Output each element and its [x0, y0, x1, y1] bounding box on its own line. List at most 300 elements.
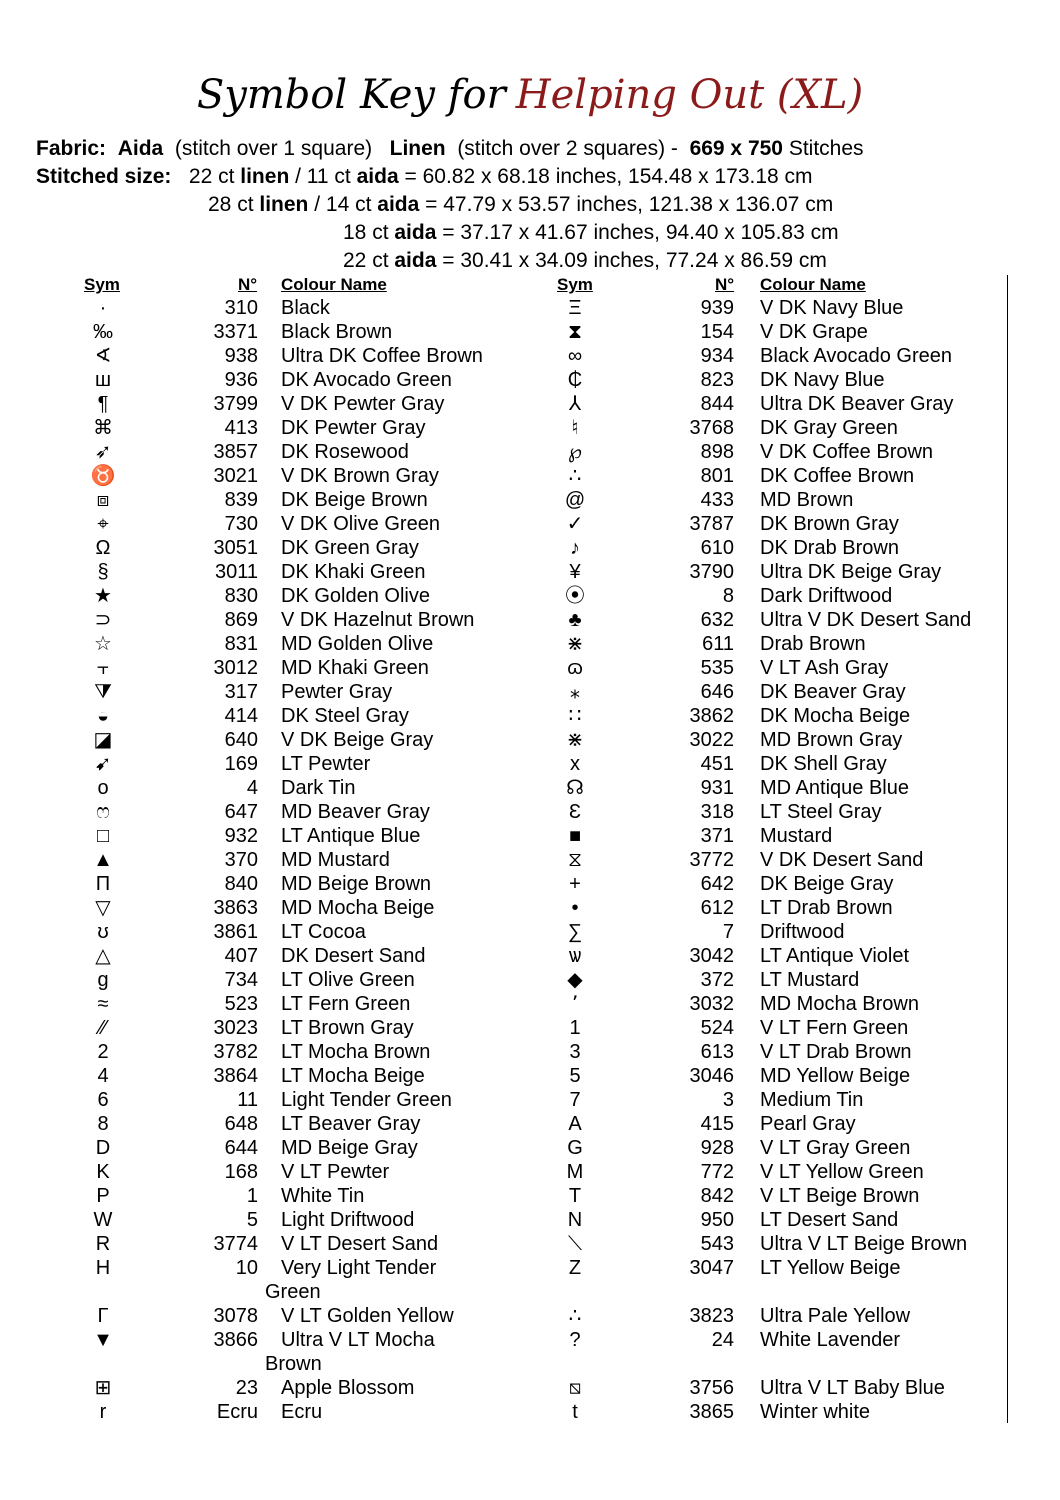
right-symbol: ♪ — [570, 537, 580, 559]
title-prefix: Symbol Key for — [196, 72, 506, 118]
left-dmc-number: 3782 — [213, 1041, 258, 1063]
left-symbol: ▲ — [93, 849, 113, 871]
table-row — [0, 1016, 1060, 1040]
right-symbol: ⁎ — [570, 681, 580, 703]
right-dmc-number: 7 — [722, 921, 734, 943]
right-dmc-number: 950 — [700, 1209, 734, 1231]
left-dmc-number: 869 — [224, 609, 258, 631]
left-dmc-number: 734 — [224, 969, 258, 991]
right-symbol: 5 — [569, 1065, 581, 1087]
left-dmc-number: 168 — [224, 1161, 258, 1183]
left-colour-name: Black — [281, 297, 330, 319]
right-colour-name: Ultra V DK Desert Sand — [760, 609, 972, 631]
left-dmc-number: 730 — [224, 513, 258, 535]
left-dmc-number: 3774 — [213, 1233, 258, 1255]
header-num-left: N° — [238, 275, 258, 294]
right-symbol: Z — [568, 1257, 582, 1279]
table-row — [0, 368, 1060, 392]
left-colour-name: MD Beige Brown — [281, 873, 432, 895]
left-symbol: g — [97, 969, 109, 991]
table-row — [0, 1040, 1060, 1064]
left-colour-name: V DK Brown Gray — [281, 465, 439, 487]
page-title — [0, 72, 1060, 118]
right-colour-name: Ultra V LT Beige Brown — [760, 1233, 968, 1255]
right-colour-name: MD Yellow Beige — [760, 1065, 911, 1087]
left-dmc-number: 3011 — [214, 561, 258, 583]
left-dmc-number: 10 — [235, 1257, 258, 1279]
left-dmc-number: 3863 — [213, 897, 258, 919]
right-colour-name: Drab Brown — [760, 633, 866, 655]
right-colour-name: DK Gray Green — [760, 417, 898, 439]
right-colour-name: DK Drab Brown — [760, 537, 899, 559]
right-symbol: ¥ — [569, 561, 581, 583]
left-symbol: P — [96, 1185, 110, 1207]
table-row — [0, 296, 1060, 320]
left-symbol: ш — [94, 369, 112, 391]
right-colour-name: LT Antique Violet — [760, 945, 910, 967]
left-colour-name: MD Beige Gray — [281, 1137, 418, 1159]
right-symbol: ⧖ — [567, 849, 583, 871]
table-row — [0, 896, 1060, 920]
right-colour-name: V LT Drab Brown — [760, 1041, 912, 1063]
left-symbol: ⌘ — [93, 417, 113, 439]
left-colour-name: MD Mustard — [281, 849, 390, 871]
right-dmc-number: 154 — [700, 321, 734, 343]
table-row — [0, 320, 1060, 344]
right-colour-name: White Lavender — [760, 1329, 901, 1351]
right-symbol: t — [572, 1401, 578, 1423]
left-symbol: ‰ — [93, 321, 113, 343]
right-colour-name: V DK Coffee Brown — [760, 441, 934, 463]
table-row — [0, 1304, 1060, 1328]
right-symbol: ∴ — [568, 465, 582, 487]
left-colour-name: V LT Pewter — [281, 1161, 390, 1183]
table-row — [0, 632, 1060, 656]
left-dmc-number: 936 — [224, 369, 258, 391]
left-colour-name: DK Khaki Green — [281, 561, 426, 583]
left-colour-name: LT Mocha Beige — [281, 1065, 425, 1087]
right-dmc-number: 632 — [700, 609, 734, 631]
left-dmc-number: 3857 — [213, 441, 258, 463]
right-colour-name: Ultra Pale Yellow — [760, 1305, 911, 1327]
right-symbol: 1 — [569, 1017, 581, 1039]
left-colour-name: LT Cocoa — [281, 921, 366, 943]
right-dmc-number: 3865 — [689, 1401, 734, 1423]
table-row — [0, 440, 1060, 464]
right-symbol: ⧗ — [567, 321, 583, 343]
header-num-right: N° — [715, 275, 735, 294]
left-symbol: ⊃ — [94, 609, 112, 631]
table-row — [0, 800, 1060, 824]
right-dmc-number: 318 — [700, 801, 734, 823]
right-colour-name: DK Brown Gray — [760, 513, 899, 535]
left-symbol: ➶ — [94, 441, 112, 463]
right-colour-name: DK Mocha Beige — [760, 705, 911, 727]
right-symbol: + — [569, 873, 581, 895]
stitched-size-line-3: 18 ct aida = 37.17 x 41.67 inches, 94.40 x 105.83 cm — [343, 221, 839, 244]
left-colour-name-cont: Brown — [265, 1353, 322, 1375]
right-symbol: ٬ — [571, 993, 579, 1015]
left-dmc-number: 840 — [224, 873, 258, 895]
left-dmc-number: 3012 — [213, 657, 258, 679]
right-dmc-number: 371 — [700, 825, 734, 847]
left-dmc-number: 3861 — [213, 921, 258, 943]
table-row — [0, 776, 1060, 800]
left-dmc-number: 407 — [224, 945, 258, 967]
right-dmc-number: 3862 — [689, 705, 734, 727]
table-row — [0, 536, 1060, 560]
left-colour-name: V DK Hazelnut Brown — [281, 609, 475, 631]
table-row — [0, 1208, 1060, 1232]
left-symbol: H — [95, 1257, 111, 1279]
right-dmc-number: 3032 — [689, 993, 734, 1015]
left-dmc-number: 5 — [246, 1209, 258, 1231]
left-colour-name: Dark Tin — [281, 777, 356, 799]
left-colour-name: Ecru — [281, 1401, 323, 1423]
table-row — [0, 608, 1060, 632]
right-colour-name: V LT Fern Green — [760, 1017, 909, 1039]
left-dmc-number: 169 — [224, 753, 258, 775]
right-symbol: ∴ — [568, 1305, 582, 1327]
right-colour-name: Ultra V LT Baby Blue — [760, 1377, 945, 1399]
left-dmc-number: 317 — [224, 681, 258, 703]
left-symbol: △ — [95, 945, 111, 967]
left-colour-name: DK Green Gray — [281, 537, 419, 559]
left-symbol: § — [97, 561, 109, 583]
right-symbol: ∷ — [568, 705, 582, 727]
left-dmc-number: 3866 — [213, 1329, 258, 1351]
right-symbol: ◆ — [567, 969, 583, 991]
left-symbol: W — [93, 1209, 113, 1231]
left-symbol: Π — [95, 873, 111, 895]
left-colour-name: LT Antique Blue — [281, 825, 421, 847]
right-dmc-number: 3772 — [689, 849, 734, 871]
left-colour-name: Ultra V LT Mocha — [281, 1329, 435, 1351]
left-colour-name: Apple Blossom — [281, 1377, 415, 1399]
left-dmc-number: 3371 — [213, 321, 258, 343]
left-symbol: ⊞ — [94, 1377, 112, 1399]
left-symbol: □ — [96, 825, 110, 847]
left-dmc-number: Ecru — [216, 1401, 258, 1423]
right-dmc-number: 801 — [700, 465, 734, 487]
right-symbol: ѡ — [568, 945, 582, 967]
left-colour-name: LT Mocha Brown — [281, 1041, 431, 1063]
left-dmc-number: 3864 — [213, 1065, 258, 1087]
right-symbol: ■ — [568, 825, 582, 847]
left-symbol: o — [97, 777, 109, 799]
left-symbol: · — [99, 297, 107, 319]
right-symbol: ☊ — [566, 777, 584, 799]
left-dmc-number: 938 — [224, 345, 258, 367]
right-colour-name: MD Mocha Brown — [760, 993, 919, 1015]
right-symbol: N — [567, 1209, 583, 1231]
table-row — [0, 1160, 1060, 1184]
left-colour-name: MD Mocha Beige — [281, 897, 435, 919]
left-symbol: ▽ — [95, 897, 111, 919]
left-dmc-number: 3023 — [213, 1017, 258, 1039]
table-row — [0, 1400, 1060, 1424]
left-colour-name: MD Golden Olive — [281, 633, 434, 655]
table-row — [0, 464, 1060, 488]
right-colour-name: MD Brown — [760, 489, 854, 511]
left-colour-name: MD Khaki Green — [281, 657, 429, 679]
left-colour-name: Pewter Gray — [281, 681, 393, 703]
left-colour-name: DK Avocado Green — [281, 369, 452, 391]
symbol-key-table — [0, 296, 1060, 1424]
left-dmc-number: 4 — [246, 777, 258, 799]
right-symbol: T — [568, 1185, 582, 1207]
right-symbol: ♣ — [568, 609, 582, 631]
left-colour-name: LT Beaver Gray — [281, 1113, 421, 1135]
table-row — [0, 1136, 1060, 1160]
right-symbol: A — [568, 1113, 582, 1135]
left-colour-name: DK Pewter Gray — [281, 417, 426, 439]
right-symbol: ⋇ — [566, 633, 584, 655]
left-symbol: 6 — [97, 1089, 109, 1111]
left-symbol: ◪ — [93, 729, 113, 751]
right-dmc-number: 646 — [700, 681, 734, 703]
right-symbol: ♮ — [571, 417, 579, 439]
right-colour-name: Winter white — [760, 1401, 871, 1423]
table-row — [0, 1232, 1060, 1256]
right-dmc-number: 3787 — [689, 513, 734, 535]
right-colour-name: DK Shell Gray — [760, 753, 887, 775]
right-colour-name: V LT Beige Brown — [760, 1185, 920, 1207]
left-dmc-number: 640 — [224, 729, 258, 751]
left-colour-name: LT Brown Gray — [281, 1017, 414, 1039]
left-dmc-number: 3051 — [213, 537, 258, 559]
table-row — [0, 944, 1060, 968]
right-symbol: x — [570, 753, 580, 775]
right-dmc-number: 372 — [700, 969, 734, 991]
table-row — [0, 560, 1060, 584]
right-dmc-number: 451 — [700, 753, 734, 775]
left-symbol: D — [95, 1137, 111, 1159]
left-dmc-number: 3021 — [213, 465, 258, 487]
left-dmc-number: 1 — [246, 1185, 258, 1207]
header-name-right: Colour Name — [760, 275, 866, 294]
right-dmc-number: 823 — [700, 369, 734, 391]
left-symbol: ≈ — [97, 993, 109, 1015]
left-dmc-number: 830 — [224, 585, 258, 607]
right-colour-name: Pearl Gray — [760, 1113, 856, 1135]
table-row — [0, 1376, 1060, 1400]
right-symbol: 3 — [569, 1041, 581, 1063]
right-dmc-number: 24 — [711, 1329, 734, 1351]
left-dmc-number: 831 — [224, 633, 258, 655]
right-symbol: ⧅ — [568, 1377, 582, 1399]
header-sym-left: Sym — [84, 275, 120, 294]
left-dmc-number: 644 — [224, 1137, 258, 1159]
right-dmc-number: 611 — [702, 633, 734, 655]
right-colour-name: V LT Gray Green — [760, 1137, 911, 1159]
left-colour-name: DK Rosewood — [281, 441, 409, 463]
left-symbol: ⁄⁄ — [99, 1017, 107, 1039]
right-symbol: ⅄ — [568, 393, 582, 415]
right-dmc-number: 433 — [700, 489, 734, 511]
right-colour-name: Mustard — [760, 825, 833, 847]
table-row — [0, 656, 1060, 680]
right-dmc-number: 612 — [700, 897, 734, 919]
left-dmc-number: 370 — [224, 849, 258, 871]
left-dmc-number: 3078 — [213, 1305, 258, 1327]
left-colour-name: DK Beige Brown — [281, 489, 428, 511]
table-row — [0, 584, 1060, 608]
left-dmc-number: 414 — [224, 705, 258, 727]
table-row — [0, 968, 1060, 992]
right-dmc-number: 415 — [700, 1113, 734, 1135]
left-colour-name: Black Brown — [281, 321, 393, 343]
right-symbol: Ξ — [568, 297, 582, 319]
left-colour-name: White Tin — [281, 1185, 365, 1207]
right-colour-name: MD Antique Blue — [760, 777, 909, 799]
left-colour-name: LT Pewter — [281, 753, 371, 775]
right-dmc-number: 543 — [700, 1233, 734, 1255]
right-dmc-number: 3022 — [689, 729, 734, 751]
table-row — [0, 1064, 1060, 1088]
right-dmc-number: 3823 — [689, 1305, 734, 1327]
right-colour-name: V DK Grape — [760, 321, 868, 343]
left-symbol: ʊ — [97, 921, 109, 943]
left-colour-name: DK Steel Gray — [281, 705, 409, 727]
right-symbol: M — [566, 1161, 584, 1183]
right-dmc-number: 842 — [700, 1185, 734, 1207]
table-row — [0, 752, 1060, 776]
left-symbol: 8 — [97, 1113, 109, 1135]
left-symbol: Γ — [97, 1305, 109, 1327]
left-symbol: R — [95, 1233, 111, 1255]
left-symbol: ¶ — [97, 393, 109, 415]
left-dmc-number: 310 — [224, 297, 258, 319]
right-symbol: ℘ — [568, 441, 582, 463]
left-symbol: ▼ — [93, 1329, 113, 1351]
left-symbol: K — [96, 1161, 110, 1183]
left-dmc-number: 11 — [237, 1089, 258, 1111]
right-dmc-number: 3756 — [689, 1377, 734, 1399]
right-colour-name: Black Avocado Green — [760, 345, 952, 367]
left-symbol: ⧈ — [96, 489, 110, 511]
right-colour-name: Dark Driftwood — [760, 585, 893, 607]
table-row — [0, 728, 1060, 752]
left-colour-name: V DK Beige Gray — [281, 729, 434, 751]
right-symbol: ∞ — [567, 345, 583, 367]
left-dmc-number: 413 — [224, 417, 258, 439]
left-colour-name-cont: Green — [265, 1281, 321, 1303]
table-row — [0, 488, 1060, 512]
left-symbol: ⌖ — [97, 513, 109, 535]
right-colour-name: V DK Navy Blue — [760, 297, 904, 319]
left-dmc-number: 932 — [224, 825, 258, 847]
right-colour-name: DK Navy Blue — [760, 369, 885, 391]
header-sym-right: Sym — [557, 275, 593, 294]
left-symbol: ⫟ — [96, 657, 110, 679]
left-symbol: ♉ — [90, 465, 116, 487]
right-colour-name: Driftwood — [760, 921, 845, 943]
right-dmc-number: 898 — [700, 441, 734, 463]
right-dmc-number: 524 — [700, 1017, 734, 1039]
table-row — [0, 680, 1060, 704]
right-dmc-number: 3046 — [689, 1065, 734, 1087]
left-colour-name: DK Golden Olive — [281, 585, 430, 607]
left-symbol: 2 — [97, 1041, 109, 1063]
right-dmc-number: 3768 — [689, 417, 734, 439]
left-symbol: ∢ — [94, 345, 112, 367]
right-colour-name: V DK Desert Sand — [760, 849, 924, 871]
right-symbol: ⋇ — [566, 729, 584, 751]
left-symbol: ◒ — [96, 705, 110, 727]
header-name-left: Colour Name — [281, 275, 387, 294]
table-row — [0, 344, 1060, 368]
right-symbol: G — [567, 1137, 583, 1159]
left-colour-name: MD Beaver Gray — [281, 801, 430, 823]
right-dmc-number: 934 — [700, 345, 734, 367]
left-symbol: ➹ — [94, 753, 112, 775]
left-colour-name: DK Desert Sand — [281, 945, 426, 967]
table-row — [0, 1328, 1060, 1376]
left-dmc-number: 23 — [235, 1377, 258, 1399]
table-row — [0, 1184, 1060, 1208]
right-dmc-number: 8 — [722, 585, 734, 607]
table-row — [0, 1112, 1060, 1136]
right-symbol: ∑ — [567, 921, 583, 943]
right-colour-name: LT Mustard — [760, 969, 860, 991]
right-colour-name: Ultra DK Beige Gray — [760, 561, 942, 583]
table-row — [0, 920, 1060, 944]
left-symbol: ⧩ — [94, 681, 112, 703]
right-colour-name: DK Beige Gray — [760, 873, 894, 895]
right-colour-name: Ultra DK Beaver Gray — [760, 393, 954, 415]
left-colour-name: V DK Pewter Gray — [281, 393, 445, 415]
table-row — [0, 824, 1060, 848]
table-row — [0, 392, 1060, 416]
left-dmc-number: 648 — [224, 1113, 258, 1135]
table-row — [0, 848, 1060, 872]
left-symbol: 4 — [97, 1065, 109, 1087]
stitched-size-line-1: Stitched size: 22 ct linen / 11 ct aida = 60.82 x 68.18 inches, 154.48 x 173.18 cm — [36, 165, 813, 188]
left-colour-name: Light Driftwood — [281, 1209, 415, 1231]
right-colour-name: V LT Ash Gray — [760, 657, 889, 679]
left-colour-name: V LT Golden Yellow — [281, 1305, 454, 1327]
right-symbol: ɷ — [567, 657, 583, 679]
left-colour-name: Very Light Tender — [281, 1257, 437, 1279]
right-colour-name: MD Brown Gray — [760, 729, 903, 751]
stitched-size-line-2: 28 ct linen / 14 ct aida = 47.79 x 53.57 inches, 121.38 x 136.07 cm — [208, 193, 834, 216]
left-symbol: Ω — [95, 537, 111, 559]
left-dmc-number: 647 — [224, 801, 258, 823]
right-colour-name: DK Beaver Gray — [760, 681, 906, 703]
left-colour-name: Light Tender Green — [281, 1089, 452, 1111]
right-colour-name: LT Yellow Beige — [760, 1257, 901, 1279]
right-colour-name: LT Desert Sand — [760, 1209, 899, 1231]
left-symbol: r — [99, 1401, 107, 1423]
fabric-line: Fabric: Aida (stitch over 1 square) Linen (stitch over 2 squares) - 669 x 750 Stitches — [36, 137, 864, 160]
right-dmc-number: 3790 — [689, 561, 734, 583]
right-dmc-number: 928 — [700, 1137, 734, 1159]
right-colour-name: DK Coffee Brown — [760, 465, 915, 487]
right-dmc-number: 844 — [700, 393, 734, 415]
right-symbol: @ — [564, 489, 586, 511]
right-symbol: ✓ — [566, 513, 584, 535]
right-dmc-number: 939 — [700, 297, 734, 319]
left-colour-name: LT Olive Green — [281, 969, 415, 991]
right-dmc-number: 3047 — [689, 1257, 734, 1279]
table-row — [0, 512, 1060, 536]
right-dmc-number: 613 — [700, 1041, 734, 1063]
left-dmc-number: 3799 — [213, 393, 258, 415]
right-symbol: ? — [569, 1329, 581, 1351]
right-symbol: 7 — [569, 1089, 581, 1111]
left-colour-name: LT Fern Green — [281, 993, 411, 1015]
